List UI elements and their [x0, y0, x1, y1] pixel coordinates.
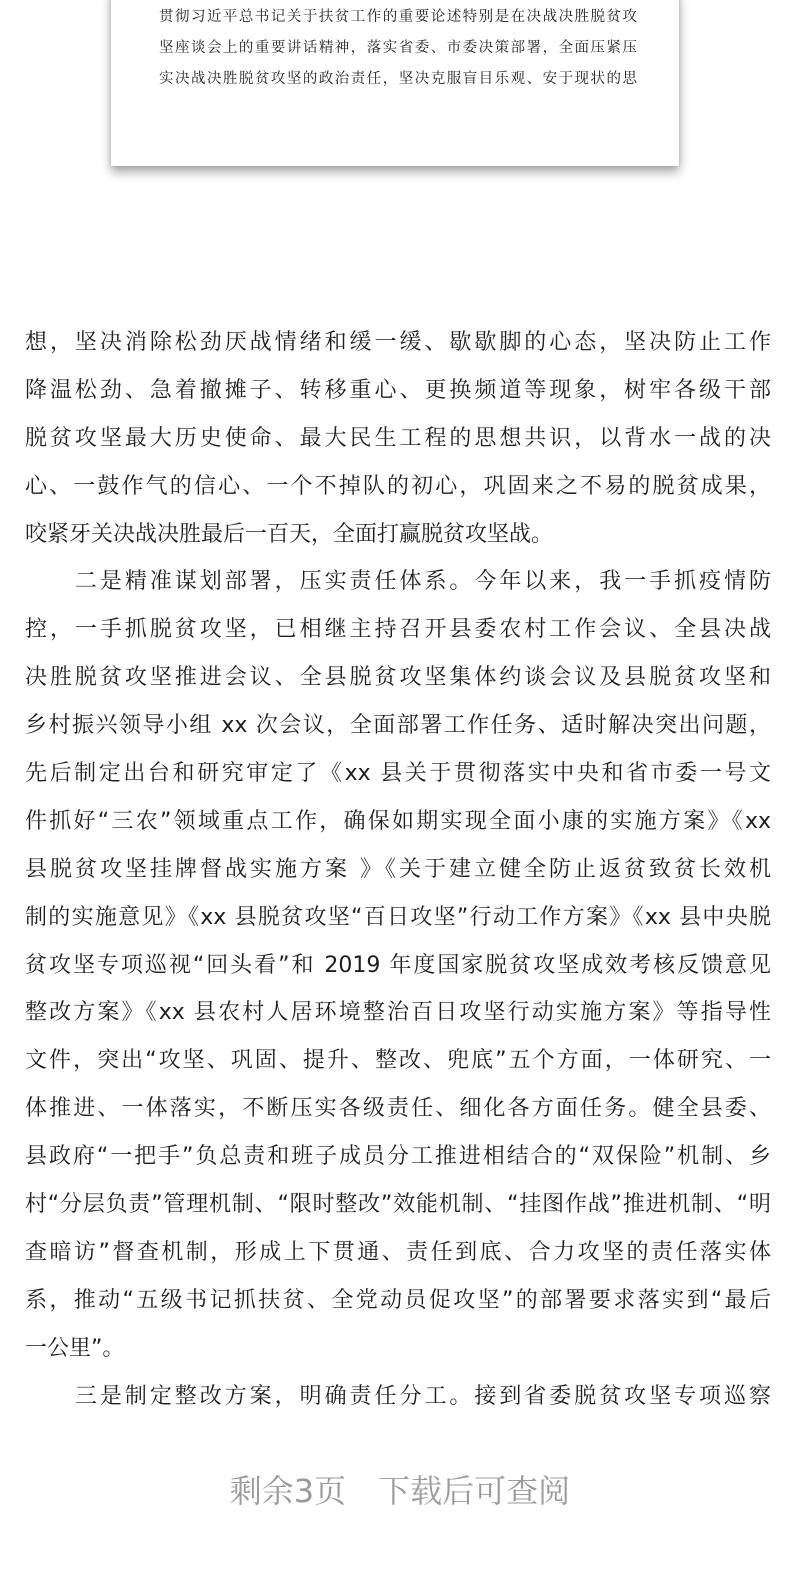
document-line: 整改方案》《xx 县农村人居环境整治百日攻坚行动实施方案》等指导性 [25, 1000, 771, 1026]
document-line: 三是制定整改方案，明确责任分工。接到省委脱贫攻坚专项巡察 [25, 1383, 771, 1409]
document-line: 件抓好“三农”领域重点工作，确保如期实现全面小康的实施方案》《xx [25, 808, 771, 834]
document-line: 脱贫攻坚最大历史使命、最大民生工程的思想共识，以背水一战的决 [25, 425, 771, 451]
card-line: 实决战决胜脱贫攻坚的政治责任，坚决克服盲目乐观、安于现状的思 [159, 71, 637, 87]
download-prompt[interactable] [0, 1466, 800, 1512]
document-body [25, 319, 771, 1420]
document-line: 文件，突出“攻坚、巩固、提升、整改、兜底”五个方面，一体研究、一 [25, 1048, 771, 1074]
document-line: 想，坚决消除松劲厌战情绪和缓一缓、歇歇脚的心态，坚决防止工作 [25, 330, 771, 355]
document-line: 系，推动“五级书记抓扶贫、全党动员促攻坚”的部署要求落实到“最后 [25, 1287, 771, 1313]
document-line: 先后制定出台和研究审定了《xx 县关于贯彻落实中央和省市委一号文 [25, 761, 771, 787]
document-line: 降温松劲、急着撤摊子、转移重心、更换频道等现象，树牢各级干部 [25, 377, 771, 403]
preview-page-card [111, 0, 679, 166]
preview-card-text [159, 2, 637, 95]
card-line: 贯彻习近平总书记关于扶贫工作的重要论述特别是在决战决胜脱贫攻 [159, 9, 637, 25]
document-line: 一公里”。 [25, 1335, 125, 1361]
document-line: 贫攻坚专项巡视“回头看”和 2019 年度国家脱贫攻坚成效考核反馈意见 [25, 952, 771, 978]
document-line: 县脱贫攻坚挂牌督战实施方案 》《关于建立健全防止返贫致贫长效机 [25, 856, 771, 882]
document-line: 决胜脱贫攻坚推进会议、全县脱贫攻坚集体约谈会议及县脱贫攻坚和 [25, 665, 771, 691]
download-hint-text[interactable]: 下载后可查阅 [378, 1472, 571, 1510]
remaining-pages-text[interactable]: 剩余3页 [229, 1472, 347, 1510]
document-line: 控，一手抓脱贫攻坚，已相继主持召开县委农村工作会议、全县决战 [25, 617, 771, 643]
document-line: 咬紧牙关决战决胜最后一百天，全面打赢脱贫攻坚战。 [25, 521, 554, 547]
document-line: 村“分层负责”管理机制、“限时整改”效能机制、“挂图作战”推进机制、“明 [25, 1192, 771, 1218]
document-line: 制的实施意见》《xx 县脱贫攻坚“百日攻坚”行动工作方案》《xx 县中央脱 [25, 904, 771, 930]
document-line: 县政府“一把手”负总责和班子成员分工推进相结合的“双保险”机制、乡 [25, 1144, 771, 1170]
document-line: 体推进、一体落实，不断压实各级责任、细化各方面任务。健全县委、 [25, 1096, 771, 1122]
card-line: 坚座谈会上的重要讲话精神，落实省委、市委决策部署，全面压紧压 [159, 40, 637, 56]
document-line: 二是精准谋划部署，压实责任体系。今年以来，我一手抓疫情防 [25, 569, 771, 595]
document-line: 乡村振兴领导小组 xx 次会议，全面部署工作任务、适时解决突出问题， [25, 713, 771, 739]
document-line: 心、一鼓作气的信心、一个不掉队的初心，巩固来之不易的脱贫成果， [25, 473, 771, 499]
document-line: 查暗访”督查机制，形成上下贯通、责任到底、合力攻坚的责任落实体 [25, 1239, 771, 1265]
